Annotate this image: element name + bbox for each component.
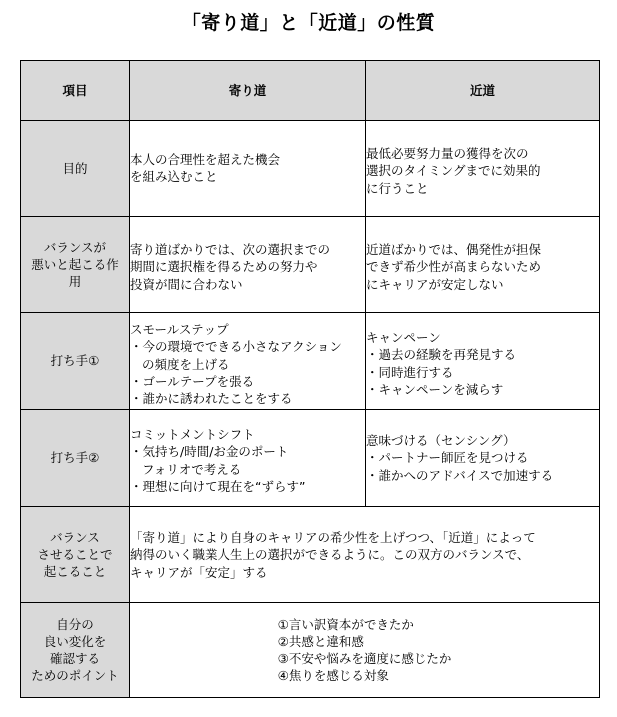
table-row [21, 507, 600, 603]
text-line: にキャリアが安定しない [366, 276, 504, 292]
table-row [21, 217, 600, 313]
text-line: できず希少性が高まらないため [366, 259, 542, 275]
text-line: 「寄り道」により自身のキャリアの希少性を上げつつ、「近道」によって [130, 530, 536, 545]
row-label-step2: 打ち手② [21, 410, 130, 507]
step2-yorimichi [130, 410, 366, 507]
text-line: 近道ばかりでは、偶発性が担保 [366, 242, 542, 257]
text-line: 投資が間に合わない [130, 276, 243, 292]
bullet-item: ・理想に向けて現在を“ずらす” [130, 478, 306, 494]
header-item: 項目 [21, 61, 130, 121]
bullet-item: ・キャンペーンを減らす [366, 381, 504, 397]
table-row [21, 313, 600, 410]
section-title: スモールステップ [130, 322, 229, 337]
list-item: ①言い訳資本ができたか [277, 616, 414, 632]
text-line: 選択のタイミングまでに効果的 [366, 163, 541, 179]
purpose-yorimichi [130, 121, 366, 217]
step2-chikamichi [366, 410, 600, 507]
list-item: ③不安や悩みを適度に感じたか [277, 651, 452, 666]
text-line: 最低必要努力量の獲得を次の [366, 146, 529, 161]
text-line: 本人の合理性を超えた機会 [130, 152, 281, 167]
list-item: ④焦りを感じる対象 [277, 668, 389, 684]
label-line: 自分の [56, 616, 94, 632]
step1-yorimichi [130, 313, 366, 410]
bullet-item: ・誰かへのアドバイスで加速する [366, 467, 554, 483]
page-title: 「寄り道」と「近道」の性質 [181, 12, 436, 34]
bullet-item: ・同時進行する [366, 364, 454, 380]
step1-chikamichi [366, 313, 600, 410]
bullet-item: ・誰かに誘われたことをする [130, 391, 293, 406]
imbalance-yorimichi [130, 217, 366, 313]
list-item: ②共感と違和感 [277, 633, 364, 649]
label-line: させることで [37, 546, 113, 562]
text-line: に行うこと [366, 180, 429, 196]
bullet-item: ・気持ち/時間/お金のポート [130, 444, 289, 460]
bullet-item: ・ゴールテープを張る [130, 373, 255, 389]
bullet-continuation: フォリオで考える [142, 461, 242, 477]
bullet-continuation: の頻度を上げる [142, 356, 230, 372]
row-label-balance [21, 507, 130, 603]
check-points [130, 603, 600, 698]
table-row [21, 410, 600, 507]
label-line: 用 [68, 274, 82, 290]
bullet-item: ・パートナー師匠を見つける [366, 450, 529, 466]
row-label-step1: 打ち手① [21, 313, 130, 410]
bullet-item: ・過去の経験を再発見する [366, 347, 517, 363]
section-title: 意味づける（センシング） [366, 433, 516, 448]
header-yorimichi: 寄り道 [130, 61, 366, 121]
purpose-chikamichi [366, 121, 600, 217]
table-row [21, 121, 600, 217]
label-line: バランス [50, 529, 100, 545]
text-line: 期間に選択権を得るための努力や [130, 259, 318, 275]
header-chikamichi: 近道 [366, 61, 600, 121]
bullet-item: ・今の環境でできる小さなアクション [130, 339, 342, 355]
label-line: 確認する [49, 651, 100, 666]
table-header-row [21, 61, 600, 121]
text-line: 納得のいく職業人生上の選択ができるように。この双方のバランスで、 [130, 547, 530, 563]
text-line: 寄り道ばかりでは、次の選択までの [130, 242, 331, 257]
row-label-imbalance [21, 217, 130, 313]
label-line: 悪いと起こる作 [31, 256, 119, 272]
comparison-table [20, 60, 600, 698]
table-row [21, 603, 600, 698]
balance-description [130, 507, 600, 603]
section-title: コミットメントシフト [130, 427, 255, 442]
text-line: キャリアが「安定」する [130, 564, 268, 580]
label-line: 起こること [43, 564, 107, 580]
label-line: バランスが [43, 239, 107, 255]
row-label-check [21, 603, 130, 698]
row-label-purpose: 目的 [21, 121, 130, 217]
imbalance-chikamichi [366, 217, 600, 313]
label-line: ためのポイント [31, 668, 119, 684]
section-title: キャンペーン [366, 330, 441, 345]
label-line: 良い変化を [43, 633, 107, 649]
text-line: を組み込むこと [130, 169, 218, 185]
